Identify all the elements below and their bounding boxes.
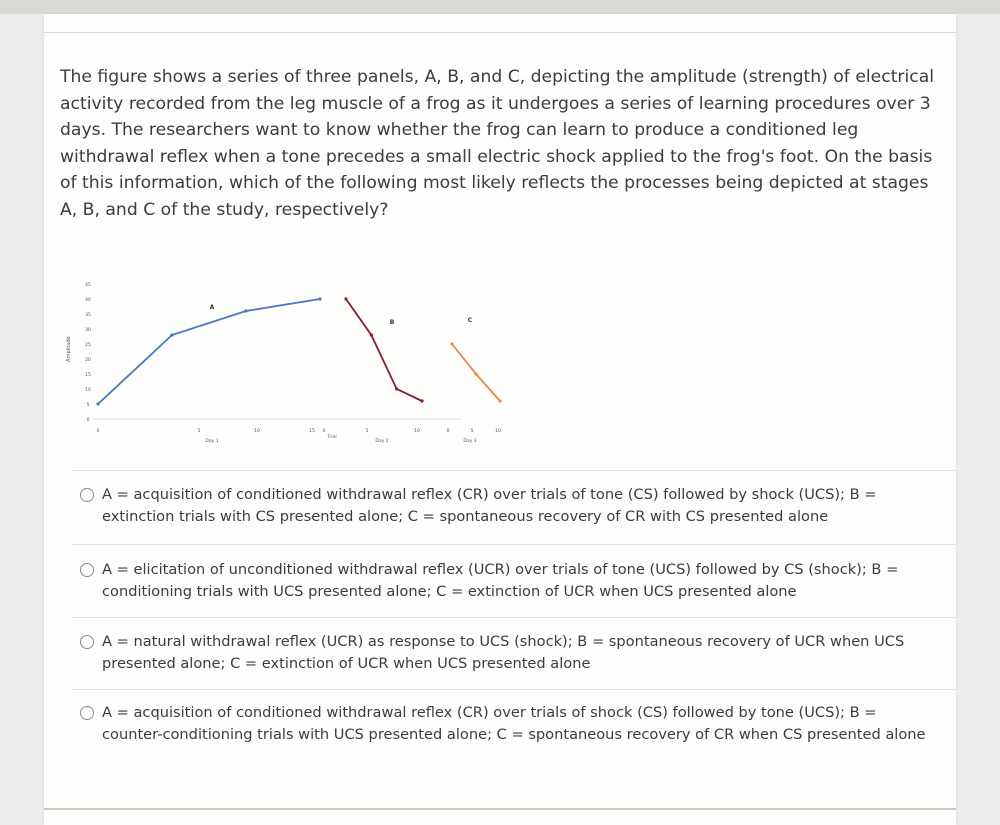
x-tick-label: 15: [309, 429, 315, 434]
option-divider: [72, 544, 956, 545]
x-tick-label: 0: [96, 429, 100, 434]
x-tick-label: 10: [495, 429, 501, 434]
answer-option-4[interactable]: [80, 702, 940, 746]
radio-button[interactable]: [80, 488, 94, 502]
answer-option-2[interactable]: [80, 559, 940, 603]
option-divider: [72, 470, 956, 471]
data-point: [420, 399, 423, 402]
y-tick-label: 45: [85, 283, 91, 288]
question-card: [44, 14, 956, 825]
answer-option-label: A = natural withdrawal reflex (UCR) as response to UCS (shock); B = spontaneous recovery of UCR when UCS presented alone; C = extinction of UCR when UCS presented alone: [102, 633, 905, 672]
y-tick-label: 5: [86, 403, 90, 408]
series-label-B: B: [389, 319, 395, 326]
y-tick-label: 0: [86, 418, 90, 423]
data-point: [96, 402, 99, 405]
series-label-C: C: [467, 317, 473, 324]
answer-option-1[interactable]: [80, 484, 940, 528]
question-text: The figure shows a series of three panels, A, B, and C, depicting the amplitude (strength) of electrical activity recorded from the leg muscle of a frog as it undergoes a series of learning procedures over 3 days. The researchers want to know whether the frog can learn to produce a conditioned leg withdrawal reflex when a tone precedes a small electric shock applied to the frog's foot. On the basis of this information, which of the following most likely reflects the processes being depicted at stages A, B, and C of the study, respectively?: [60, 67, 935, 220]
series-line-B: [346, 299, 422, 401]
data-point: [450, 342, 453, 345]
x-axis-label: Day 3: [463, 439, 477, 444]
x-tick-label: 10: [414, 429, 420, 434]
data-point: [498, 399, 501, 402]
series-line-A: [98, 299, 320, 404]
data-point: [244, 309, 247, 312]
bottom-divider: [44, 808, 956, 810]
y-tick-label: 25: [85, 343, 91, 348]
x-tick-label: 10: [254, 429, 260, 434]
y-tick-label: 15: [85, 373, 91, 378]
option-divider: [72, 689, 956, 690]
answer-option-label: A = elicitation of unconditioned withdrawal reflex (UCR) over trials of tone (UCS) followed by CS (shock); B = conditioning trials with UCS presented alone; C = extinction of UCR when UCS presented alone: [102, 561, 899, 600]
answer-option-label: A = acquisition of conditioned withdrawal reflex (CR) over trials of shock (CS) followed by tone (UCS); B = counter-conditioning trials with UCS presented alone; C = spontaneous recovery of CR when CS presented alone: [102, 704, 926, 743]
y-tick-label: 40: [85, 298, 91, 303]
answer-option-label: A = acquisition of conditioned withdrawal reflex (CR) over trials of tone (CS) followed by shock (UCS); B = extinction trials with CS presented alone; C = spontaneous recovery of CR with CS presented alone: [102, 486, 877, 525]
radio-button[interactable]: [80, 563, 94, 577]
option-divider: [72, 617, 956, 618]
data-point: [318, 297, 321, 300]
amplitude-chart-svg: [62, 254, 501, 454]
x-tick-label: 5: [365, 429, 369, 434]
y-tick-label: 35: [85, 313, 91, 318]
x-axis-label: Trial: [327, 435, 337, 440]
data-point: [170, 333, 173, 336]
x-tick-label: 0: [322, 429, 326, 434]
series-label-A: A: [209, 304, 215, 311]
amplitude-chart: [62, 254, 501, 454]
x-tick-label: 5: [470, 429, 474, 434]
y-tick-label: 20: [85, 358, 91, 363]
y-tick-label: 10: [85, 388, 91, 393]
y-axis-label: Amplitude: [66, 336, 72, 362]
y-tick-label: 30: [85, 328, 91, 333]
card-divider: [44, 32, 956, 33]
data-point: [474, 372, 477, 375]
data-point: [395, 387, 398, 390]
x-tick-label: 0: [446, 429, 450, 434]
x-axis-label: Day 2: [375, 439, 389, 444]
answer-option-3[interactable]: [80, 631, 940, 675]
radio-button[interactable]: [80, 706, 94, 720]
radio-button[interactable]: [80, 635, 94, 649]
top-bar: [0, 0, 1000, 14]
data-point: [344, 297, 347, 300]
data-point: [370, 333, 373, 336]
x-tick-label: 5: [197, 429, 201, 434]
x-axis-label: Day 1: [205, 439, 219, 444]
